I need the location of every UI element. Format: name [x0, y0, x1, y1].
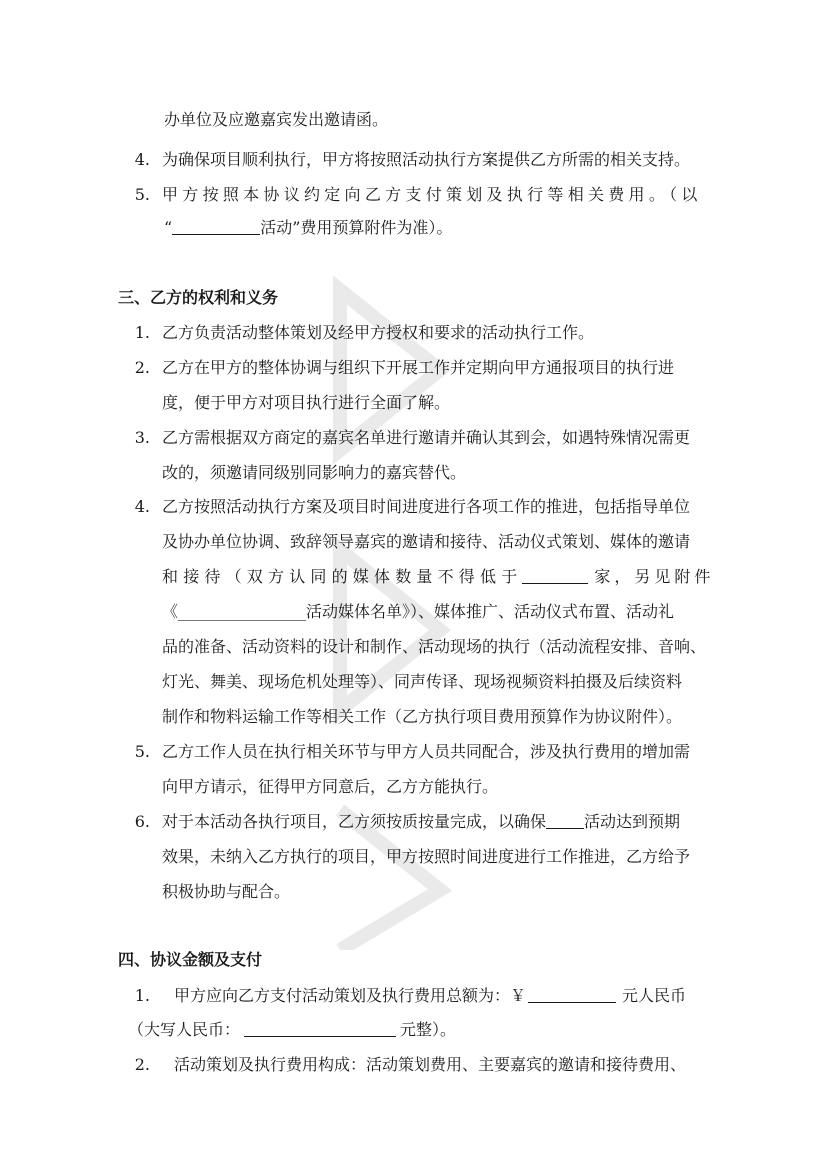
quality-assurance-line — [162, 812, 680, 832]
list-number: 1. — [134, 323, 150, 342]
list-item-text: 乙方需根据双方商定的嘉宾名单进行邀请并确认其到会，如遇特殊情况需更 — [162, 428, 691, 447]
list-item-text: 灯光、舞美、现场危机处理等）、同声传译、现场视频资料拍摄及后续资料 — [162, 672, 683, 691]
list-number: 5. — [134, 742, 150, 761]
list-item-text: 制作和物料运输工作等相关工作（乙方执行项目费用预算作为协议附件）。 — [162, 707, 683, 726]
list-item-text: 度，便于甲方对项目执行进行全面了解。 — [162, 393, 451, 412]
list-item-text: 向甲方请示，征得甲方同意后，乙方方能执行。 — [162, 777, 499, 796]
list-number: 3. — [134, 428, 150, 447]
amount-in-words-line — [128, 1020, 456, 1040]
open-quote: “ — [164, 218, 173, 237]
list-number: 2. — [134, 1055, 150, 1074]
section-heading: 三、乙方的权利和义务 — [118, 288, 279, 307]
list-item-text: 品的准备、活动资料的设计和制作、活动现场的执行（活动流程安排、音响、 — [162, 637, 707, 656]
list-item-text: 甲方按照本协议约定向乙方支付策划及执行等相关费用。（以 — [162, 185, 700, 204]
list-number: 1. — [134, 986, 150, 1005]
appendix-ref-text: 家，另见附件 — [594, 567, 715, 586]
budget-appendix-text: 活动”费用预算附件为准）。 — [260, 218, 453, 237]
section-heading: 四、协议金额及支付 — [118, 950, 263, 969]
watermark-logo — [300, 250, 480, 950]
total-amount-line — [174, 986, 686, 1006]
list-number: 4. — [134, 150, 150, 169]
list-item-text: 乙方负责活动整体策划及经甲方授权和要求的活动执行工作。 — [162, 323, 595, 342]
blank-amount-figures[interactable] — [528, 986, 616, 1003]
amount-words-suffix: 元整）。 — [400, 1020, 457, 1039]
blank-activity[interactable] — [546, 812, 584, 829]
list-item-text: 乙方在甲方的整体协调与组织下开展工作并定期向甲方通报项目的执行进 — [162, 358, 675, 377]
list-number: 6. — [134, 812, 150, 831]
blank-activity-name[interactable] — [172, 218, 260, 235]
quality-text: 对于本活动各执行项目，乙方须按质按量完成，以确保 — [162, 812, 547, 831]
currency-unit-text: 元人民币 — [622, 986, 687, 1005]
list-item-text: 效果，未纳入乙方执行的项目，甲方按照时间进度进行工作推进，乙方给予 — [162, 847, 691, 866]
amount-words-label: （大写人民币： — [128, 1020, 241, 1039]
list-item-text-line2 — [164, 218, 452, 238]
media-count-line — [162, 567, 715, 587]
list-item-text: 《________________活动媒体名单》）、媒体推广、活动仪式布置、活动礼 — [162, 602, 675, 621]
paragraph-continuation: 办单位及应邀嘉宾发出邀请函。 — [164, 110, 389, 129]
expected-effect-text: 活动达到预期 — [584, 812, 681, 831]
list-item-text: 及协办单位协调、致辞领导嘉宾的邀请和接待、活动仪式策划、媒体的邀请 — [162, 532, 691, 551]
list-number: 2. — [134, 358, 150, 377]
list-item-text: 乙方工作人员在执行相关环节与甲方人员共同配合，涉及执行费用的增加需 — [162, 742, 691, 761]
list-item-text: 为确保项目顺利执行，甲方将按照活动执行方案提供乙方所需的相关支持。 — [162, 150, 691, 169]
blank-amount-words[interactable] — [244, 1020, 396, 1037]
total-amount-text: 甲方应向乙方支付活动策划及执行费用总额为：￥ — [174, 986, 527, 1005]
list-number: 4. — [134, 497, 150, 516]
list-number: 5. — [134, 185, 150, 204]
list-item-text: 积极协助与配合。 — [162, 882, 291, 901]
list-item-text: 活动策划及执行费用构成：活动策划费用、主要嘉宾的邀请和接待费用、 — [174, 1055, 687, 1074]
blank-media-count[interactable] — [522, 567, 588, 584]
list-item-text: 改的，须邀请同级别同影响力的嘉宾替代。 — [162, 463, 467, 482]
list-item-text: 乙方按照活动执行方案及项目时间进度进行各项工作的推进，包括指导单位 — [162, 497, 691, 516]
media-count-text: 和接待（双方认同的媒体数量不得低于 — [162, 567, 523, 586]
